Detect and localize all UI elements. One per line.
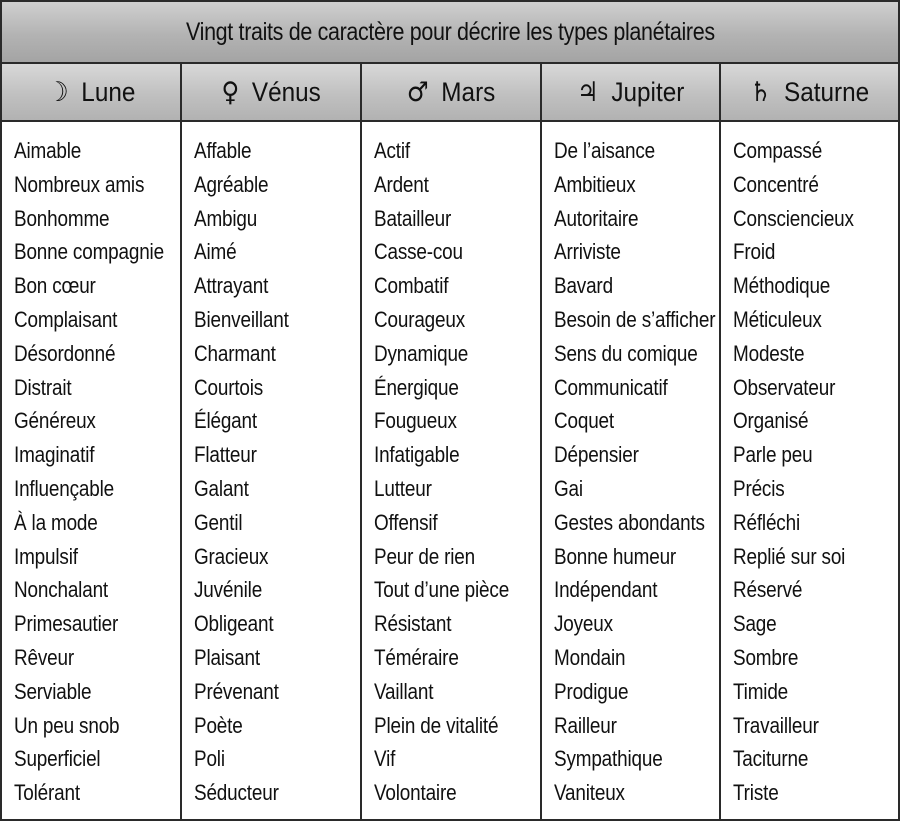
trait-item: Triste	[733, 780, 779, 806]
trait-item: Primesautier	[14, 611, 119, 637]
trait-item: Poète	[194, 712, 243, 738]
trait-item: Méthodique	[733, 273, 831, 299]
column-header-label: Jupiter	[611, 76, 685, 107]
trait-item: Plaisant	[194, 644, 260, 670]
column-header-row	[2, 64, 898, 122]
trait-item: Coquet	[554, 408, 614, 434]
trait-item: Séducteur	[194, 780, 279, 806]
trait-item: Peur de rien	[374, 543, 476, 569]
trait-item: Offensif	[374, 509, 438, 535]
trait-item: Sympathique	[554, 746, 663, 772]
trait-item: Un peu snob	[14, 712, 120, 738]
trait-item: Poli	[194, 746, 225, 772]
trait-item: Courageux	[374, 306, 466, 332]
trait-item: Ardent	[374, 171, 429, 197]
trait-item: Taciturne	[733, 746, 809, 772]
trait-item: Généreux	[14, 408, 96, 434]
mars-symbol-icon: ♂	[406, 76, 429, 108]
trait-item: Lutteur	[374, 475, 432, 501]
trait-item: Bavard	[554, 273, 613, 299]
saturn-symbol-icon: ♄	[749, 76, 772, 108]
traits-column-jupiter	[542, 122, 721, 819]
trait-item: Infatigable	[374, 442, 460, 468]
column-header-lune	[2, 64, 182, 120]
trait-item: Agréable	[194, 171, 269, 197]
column-header-label: Lune	[81, 76, 136, 107]
moon-symbol-icon: ☽	[46, 76, 69, 108]
trait-item: Réfléchi	[733, 509, 800, 535]
trait-item: Concentré	[733, 171, 819, 197]
column-header-saturne	[721, 64, 898, 120]
trait-item: Arriviste	[554, 239, 621, 265]
trait-item: Nombreux amis	[14, 171, 145, 197]
trait-item: Actif	[374, 138, 410, 163]
traits-body	[2, 122, 898, 819]
traits-column-venus	[182, 122, 362, 819]
trait-item: Obligeant	[194, 611, 274, 637]
venus-symbol-icon: ♀	[221, 76, 240, 108]
trait-item: Nonchalant	[14, 577, 109, 603]
trait-item: Indépendant	[554, 577, 658, 603]
trait-item: Gracieux	[194, 543, 269, 569]
trait-item: Bienveillant	[194, 306, 289, 332]
trait-item: Prodigue	[554, 678, 629, 704]
trait-item: Prévenant	[194, 678, 279, 704]
trait-item: Observateur	[733, 374, 836, 400]
traits-column-mars	[362, 122, 542, 819]
column-header-mars	[362, 64, 542, 120]
trait-item: Replié sur soi	[733, 543, 846, 569]
trait-item: À la mode	[14, 509, 98, 535]
trait-item: Impulsif	[14, 543, 78, 569]
trait-item: Sombre	[733, 644, 799, 670]
trait-item: Superficiel	[14, 746, 101, 772]
table-title: Vingt traits de caractère pour décrire les types planétaires	[185, 17, 715, 46]
trait-item: Rêveur	[14, 644, 74, 670]
column-header-label: Mars	[441, 76, 496, 107]
column-header-jupiter	[542, 64, 721, 120]
trait-item: Courtois	[194, 374, 264, 400]
trait-item: Tolérant	[14, 780, 80, 806]
trait-item: Sage	[733, 611, 777, 637]
trait-item: Énergique	[374, 374, 459, 400]
trait-item: Batailleur	[374, 205, 452, 231]
column-header-label: Saturne	[784, 76, 870, 107]
trait-item: Imaginatif	[14, 442, 95, 468]
trait-item: Combatif	[374, 273, 449, 299]
trait-item: Volontaire	[374, 780, 457, 806]
trait-item: Ambigu	[194, 205, 258, 231]
trait-item: Bonne humeur	[554, 543, 677, 569]
trait-item: Ambitieux	[554, 171, 636, 197]
trait-item: Précis	[733, 475, 785, 501]
trait-item: Compassé	[733, 138, 823, 163]
trait-item: Galant	[194, 475, 249, 501]
trait-item: Vaillant	[374, 678, 434, 704]
traits-column-lune	[2, 122, 182, 819]
trait-item: Téméraire	[374, 644, 459, 670]
trait-item: Affable	[194, 138, 252, 163]
trait-item: Aimé	[194, 239, 237, 265]
trait-item: Désordonné	[14, 340, 116, 366]
trait-item: Méticuleux	[733, 306, 822, 332]
trait-item: Gestes abondants	[554, 509, 705, 535]
trait-item: Dépensier	[554, 442, 639, 468]
trait-item: Fougueux	[374, 408, 457, 434]
jupiter-symbol-icon: ♃	[576, 76, 599, 108]
trait-item: Réservé	[733, 577, 803, 603]
trait-item: Travailleur	[733, 712, 819, 738]
trait-item: Élégant	[194, 408, 257, 434]
trait-item: Complaisant	[14, 306, 118, 332]
trait-item: Railleur	[554, 712, 617, 738]
trait-item: Parle peu	[733, 442, 813, 468]
trait-item: Mondain	[554, 644, 626, 670]
trait-item: Communicatif	[554, 374, 668, 400]
trait-item: Autoritaire	[554, 205, 639, 231]
trait-item: Bonhomme	[14, 205, 110, 231]
trait-item: Résistant	[374, 611, 452, 637]
trait-item: Tout d’une pièce	[374, 577, 510, 603]
trait-item: Attrayant	[194, 273, 269, 299]
trait-item: Aimable	[14, 138, 82, 163]
trait-item: Juvénile	[194, 577, 263, 603]
trait-item: Modeste	[733, 340, 805, 366]
trait-item: Gentil	[194, 509, 243, 535]
trait-item: Bon cœur	[14, 273, 96, 299]
trait-item: Vaniteux	[554, 780, 625, 806]
trait-item: Organisé	[733, 408, 809, 434]
trait-item: De l’aisance	[554, 138, 656, 163]
column-header-label: Vénus	[251, 76, 321, 107]
trait-item: Bonne compagnie	[14, 239, 164, 265]
trait-item: Influençable	[14, 475, 114, 501]
trait-item: Flatteur	[194, 442, 257, 468]
traits-column-saturne	[721, 122, 898, 819]
trait-item: Sens du comique	[554, 340, 698, 366]
table-title-bar	[2, 2, 898, 64]
column-header-venus	[182, 64, 362, 120]
trait-item: Vif	[374, 746, 396, 772]
trait-item: Consciencieux	[733, 205, 854, 231]
trait-item: Besoin de s’afficher	[554, 306, 716, 332]
trait-item: Distrait	[14, 374, 72, 400]
trait-item: Dynamique	[374, 340, 469, 366]
trait-item: Charmant	[194, 340, 276, 366]
trait-item: Casse-cou	[374, 239, 463, 265]
trait-item: Timide	[733, 678, 789, 704]
trait-item: Froid	[733, 239, 776, 265]
trait-item: Joyeux	[554, 611, 613, 637]
trait-item: Plein de vitalité	[374, 712, 499, 738]
trait-item: Serviable	[14, 678, 92, 704]
trait-item: Gai	[554, 475, 583, 501]
